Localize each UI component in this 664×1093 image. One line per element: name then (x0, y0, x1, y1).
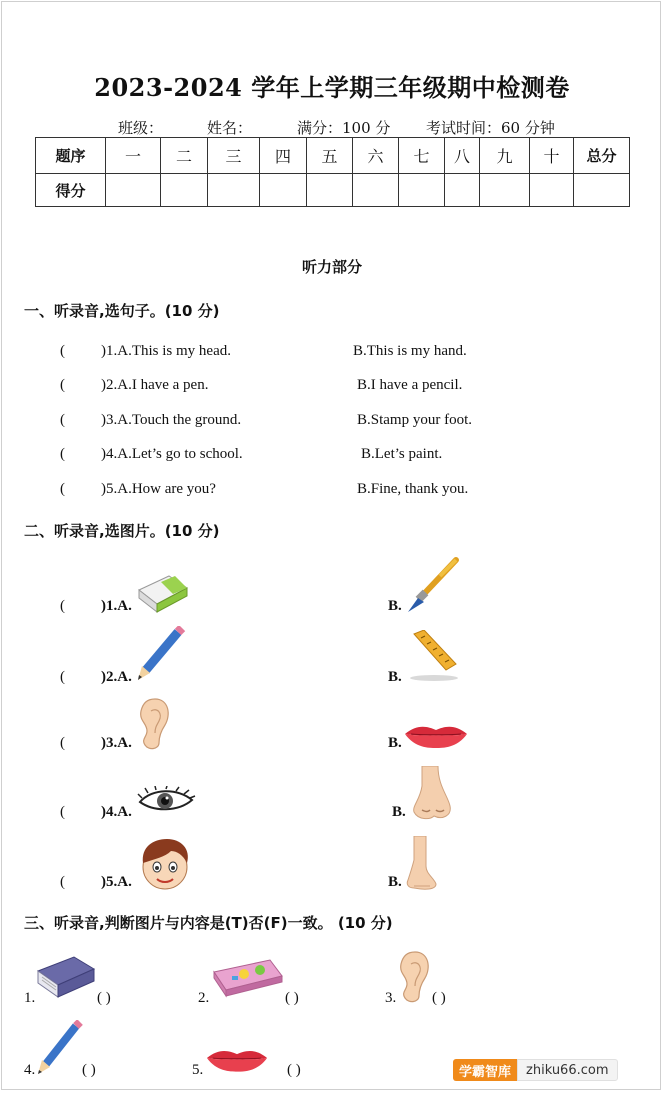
question-option-a: )4.A.Let’s go to school. (101, 446, 243, 462)
score-cell-header: 总分 (574, 138, 630, 174)
question-option-a: )5.A.How are you? (101, 481, 216, 497)
score-cell[interactable] (480, 174, 530, 207)
question-option-b: B.Stamp your foot. (357, 412, 472, 428)
score-cell[interactable] (399, 174, 445, 207)
eye-icon (136, 786, 196, 816)
score-cell-header: 九 (480, 138, 530, 174)
item-number: 2. (198, 990, 210, 1006)
item-number: 4. (24, 1062, 36, 1078)
answer-blank[interactable]: ( ) (285, 990, 299, 1006)
section3-title: 三、听录音,判断图片与内容是(T)否(F)一致。 (10 分) (24, 914, 393, 932)
question-option-b: B.This is my hand. (353, 343, 467, 359)
item-number: 1. (24, 990, 36, 1006)
question-option-b: B.Let’s paint. (361, 446, 443, 462)
paren-open: ( (60, 377, 65, 393)
question-option-a: )2.A. (101, 669, 132, 685)
question-option-a: )1.A.This is my head. (101, 343, 231, 359)
paren-open: ( (60, 598, 65, 614)
score-row-label: 得分 (36, 174, 106, 207)
pencil-case-icon (210, 956, 286, 1000)
score-table-score-row (36, 174, 630, 207)
paren-open: ( (60, 669, 65, 685)
item-number: 3. (385, 990, 397, 1006)
score-cell-header: 二 (161, 138, 208, 174)
section2-title: 二、听录音,选图片。(10 分) (24, 522, 220, 540)
question-option-a: )5.A. (101, 874, 132, 890)
watermark-url: zhiku66.com (517, 1059, 617, 1081)
question-option-b: B. (388, 735, 402, 751)
face-icon (137, 837, 193, 891)
answer-blank[interactable]: ( ) (287, 1062, 301, 1078)
question-option-a: )4.A. (101, 804, 132, 820)
score-cell-header: 六 (353, 138, 399, 174)
question-option-b: B. (388, 598, 402, 614)
watermark-brand: 学霸智库 (453, 1059, 517, 1081)
answer-blank[interactable]: ( ) (432, 990, 446, 1006)
exam-time-label: 考试时间：60 分钟 (426, 119, 555, 137)
score-cell[interactable] (208, 174, 260, 207)
section1-title: 一、听录音,选句子。(10 分) (24, 302, 220, 320)
score-cell-header: 五 (307, 138, 353, 174)
score-cell[interactable] (530, 174, 574, 207)
question-option-a: )2.A.I have a pen. (101, 377, 209, 393)
paren-open: ( (60, 804, 65, 820)
score-table-header-row (36, 138, 630, 174)
answer-blank[interactable]: ( ) (97, 990, 111, 1006)
paren-open: ( (60, 343, 65, 359)
paren-open: ( (60, 446, 65, 462)
score-cell-header: 三 (208, 138, 260, 174)
score-cell[interactable] (353, 174, 399, 207)
paintbrush-icon (400, 556, 460, 616)
question-option-a: )3.A. (101, 735, 132, 751)
ear-icon (137, 697, 173, 751)
score-cell-header: 八 (445, 138, 480, 174)
score-cell-header: 十 (530, 138, 574, 174)
paren-open: ( (60, 481, 65, 497)
score-cell-header: 四 (260, 138, 307, 174)
full-score-label: 满分：100 分 (297, 119, 391, 137)
score-table (35, 137, 630, 207)
score-cell[interactable] (574, 174, 630, 207)
paren-open: ( (60, 874, 65, 890)
score-cell[interactable] (307, 174, 353, 207)
book-icon (34, 953, 98, 1003)
ruler-icon (404, 630, 460, 682)
ear-icon (397, 950, 433, 1004)
listening-title: 听力部分 (301, 258, 362, 276)
score-cell[interactable] (161, 174, 208, 207)
lips-icon (205, 1046, 269, 1074)
score-cell[interactable] (106, 174, 161, 207)
exam-title: 2023-2024 学年上学期三年级期中检测卷 (94, 73, 570, 102)
class-label: 班级： (118, 119, 164, 137)
nose-icon (408, 766, 454, 822)
foot-icon (400, 836, 440, 892)
score-cell-header: 题序 (36, 138, 106, 174)
lips-icon (403, 722, 469, 750)
question-option-b: B. (388, 669, 402, 685)
name-label: 姓名： (207, 119, 253, 137)
paren-open: ( (60, 412, 65, 428)
paren-open: ( (60, 735, 65, 751)
eraser-icon (135, 568, 191, 614)
site-watermark (453, 1059, 653, 1081)
item-number: 5. (192, 1062, 204, 1078)
question-option-b: B.I have a pencil. (357, 377, 463, 393)
question-option-b: B. (388, 874, 402, 890)
answer-blank[interactable]: ( ) (82, 1062, 96, 1078)
pencil-icon (36, 1020, 84, 1076)
pencil-icon (134, 626, 186, 682)
score-cell-header: 一 (106, 138, 161, 174)
question-option-a: )1.A. (101, 598, 132, 614)
question-option-b: B. (392, 804, 406, 820)
question-option-a: )3.A.Touch the ground. (101, 412, 242, 428)
question-option-b: B.Fine, thank you. (357, 481, 469, 497)
score-cell[interactable] (445, 174, 480, 207)
score-cell-header: 七 (399, 138, 445, 174)
score-cell[interactable] (260, 174, 307, 207)
